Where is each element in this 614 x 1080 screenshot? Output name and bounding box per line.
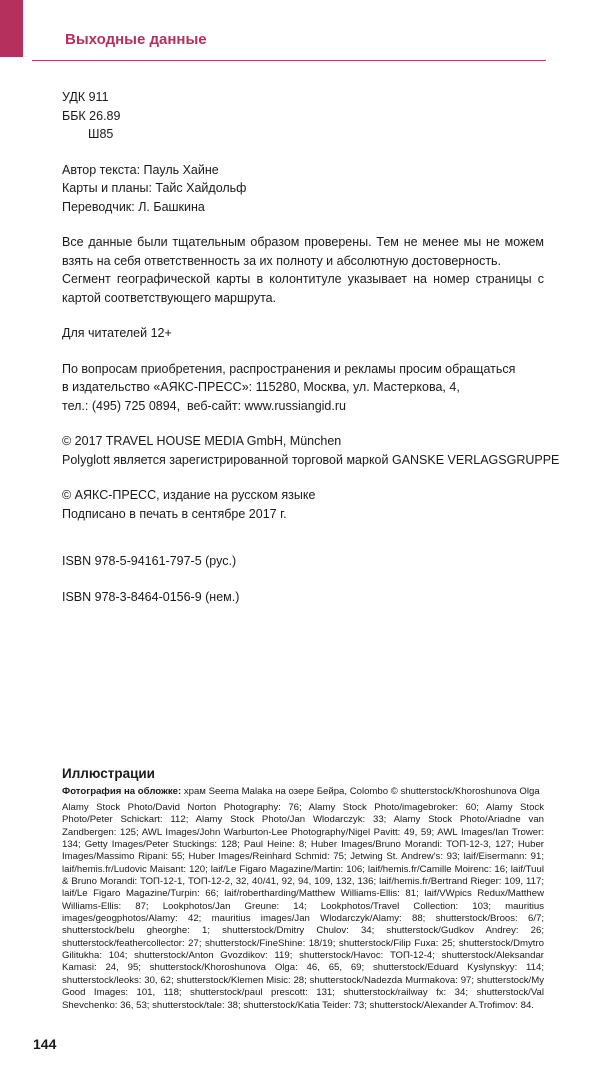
disclaimer-text: Все данные были тщательным образом проверены. Тем не менее мы не можем взять на себя ответственность за их полноту и абсолютную достоверность. [62, 235, 544, 268]
accent-bar [0, 0, 23, 57]
udk-code: УДК 911 [62, 90, 109, 104]
isbn-de: ISBN 978-3-8464-0156-9 (нем.) [62, 589, 240, 604]
photo-credits: Alamy Stock Photo/David Norton Photography: 76; Alamy Stock Photo/imagebroker: 60; Alamy Stock Photo/Peter Schickart: 112; Alamy Stock Photo/Jan Wlodarczyk: 33; Alamy Stock Photo/Ariadne van Zandbergen: 125; AWL Images/John Warburton-Lee Photography/Nigel Pavitt: 49, 59; AWL Images/Ian Trower: 134; Getty Images/Peter Stuckings: 128; Paul Heine: 8; Huber Images/Bruno Morandi: ТОП-12-3, 127; Huber Images/Massimo Ripani: 55; Huber Images/Reinhard Schmid: 75; Jetwing St. Andrew's: 93; laif/Eisermann: 91; laif/hemis.fr/Ludovic Maisant: 120; laif/Le Figaro Magazine/Martin: 106; laif/hemis.fr/Camille Moirenc: 16; laif/Tuul & Bruno Morandi: ТОП-12-1, ТОП-12-2, 32, 40/41, 92, 94, 109, 132, 136; laif/hemis.fr/Bertrand Rieger: 109, 117; laif/Le Figaro Magazine/Turpin: 66; laif/robertharding/Matthew Williams-Ellis: 81; laif/VWpics Redux/Matthew Williams-Ellis: 87; Lookphotos/Jan Greune: 14; Lookphotos/Travel Collection: 103; mauritius images/geogphotos/Alamy: 42; mauritius images/Jan Wlodarczyk/Alamy: 88; shutterstock/Broos: 6/7; shutterstock/belu gheorghe: 1; shutterstock/Dmitry Chulov: 34; shutterstock/Gudkov Andrey: 26; shutterstock/feathercollector: 27; shutterstock/FineShine: 18/19; shutterstock/Filip Fuxa: 25; shutterstock/Dmytro Gilitukha: 104; shutterstock/Anton Gvozdikov: 119; shutterstock/Havoc: ТОП-12-4; shutterstock/Aleksandar Kamasi: 24, 95; shutterstock/Khoroshunova Olga: 46, 65, 69; shutterstock/Eduard Kyslynskyy: 114; shutterstock/leoks: 30, 62; shutterstock/Klemen Misic: 28; shutterstock/Nadezda Murmakova: 97; shutterstock/My Good Images: 101, 118; shutterstock/paul prescott: 131; shutterstock/railway fx: 34; shutterstock/Val Shevchenko: 36, 53; shutterstock/tale: 38; shutterstock/Katia Teider: 73; shutterstock/Alexander A.Trofimov: 84. [62, 802, 544, 1011]
copyright-russian-block [62, 486, 544, 523]
illustrations-title: Иллюстрации [62, 766, 155, 781]
age-rating: Для читателей 12+ [62, 326, 172, 340]
maps-credit: Карты и планы: Тайс Хайдольф [62, 181, 247, 195]
cover-photo-text: храм Seema Malaka на озере Бейра, Colombo © shutterstock/Khoroshunova Olga [181, 786, 540, 797]
map-segment-note: Сегмент географической карты в колонтитуле указывает на номер страницы с картой соответствующего маршрута. [62, 272, 544, 305]
print-date: Подписано в печать в сентябре 2017 г. [62, 506, 287, 521]
isbn-ru: ISBN 978-5-94161-797-5 (рус.) [62, 554, 237, 568]
author-credit: Автор текста: Пауль Хайне [62, 162, 219, 177]
classification-block [62, 88, 544, 144]
contact-block [62, 360, 544, 416]
disclaimer-block [62, 233, 544, 307]
page-number: 144 [33, 1036, 57, 1052]
isbn-block [62, 552, 239, 606]
copyright-original: © 2017 TRAVEL HOUSE MEDIA GmbH, München [62, 434, 342, 448]
cover-photo-credit [62, 785, 544, 798]
copyright-original-block [62, 432, 560, 469]
trademark-note: Polyglott является зарегистрированной торговой маркой GANSKE VERLAGSGRUPPE [62, 452, 560, 467]
imprint-content [62, 88, 560, 540]
section-title: Выходные данные [65, 31, 207, 48]
age-rating-block [62, 324, 544, 343]
contact-line-3: тел.: (495) 725 0894, веб-сайт: www.russiangid.ru [62, 398, 346, 413]
copyright-russian: © АЯКС-ПРЕСС, издание на русском языке [62, 488, 316, 502]
author-mark: Ш85 [88, 127, 114, 141]
contact-line-2: в издательство «АЯКС-ПРЕСС»: 115280, Москва, ул. Мастеркова, 4, [62, 380, 460, 394]
credits-block [62, 161, 544, 217]
cover-photo-label: Фотография на обложке: [62, 786, 182, 797]
contact-line-1: По вопросам приобретения, распространения и рекламы просим обращаться [62, 361, 516, 376]
translator-credit: Переводчик: Л. Башкина [62, 199, 205, 214]
title-divider [32, 60, 546, 61]
bbk-code: ББК 26.89 [62, 108, 121, 123]
